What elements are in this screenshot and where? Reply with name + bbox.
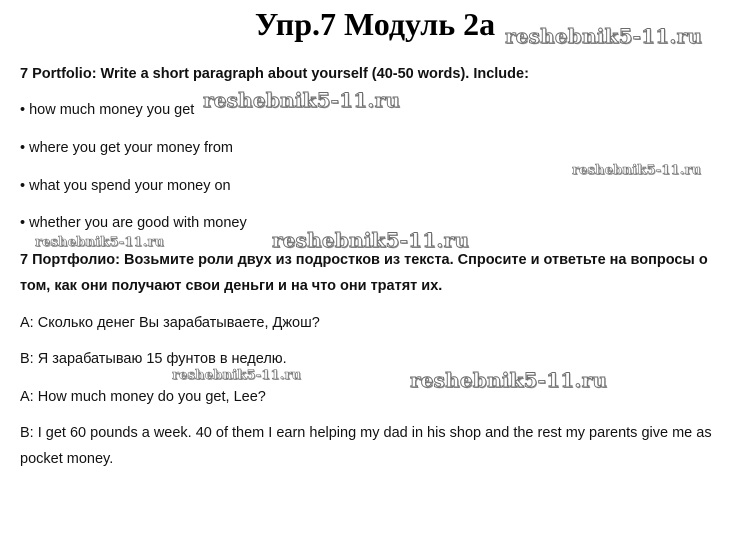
dialogue-line: A: Сколько денег Вы зарабатываете, Джош? [20,315,320,331]
task-heading-en: 7 Portfolio: Write a short paragraph about yourself (40-50 words). Include: [20,66,529,82]
bullet-item: • where you get your money from [20,140,234,156]
bullet-item: • how much money you get [20,102,195,118]
bullet-item: • whether you are good with money [20,215,247,231]
watermark: reshebnik5-11.ru [203,88,401,112]
dialogue-line: B: Я зарабатываю 15 фунтов в неделю. [20,351,287,367]
page-title: Упр.7 Модуль 2а [254,6,496,42]
bullet-item: • what you spend your money on [20,178,231,194]
watermark: reshebnik5-11.ru [505,24,703,48]
watermark: reshebnik5-11.ru [35,235,165,250]
watermark: reshebnik5-11.ru [410,368,608,392]
watermark: reshebnik5-11.ru [172,368,302,383]
dialogue-line: A: How much money do you get, Lee? [20,389,266,405]
watermark: reshebnik5-11.ru [272,228,470,252]
dialogue-answer: B: I get 60 pounds a week. 40 of them I earn helping my dad in his shop and the rest my parents give me as pocket money. [20,425,712,467]
watermark: reshebnik5-11.ru [572,163,702,178]
task-heading-ru: 7 Портфолио: Возьмите роли двух из подростков из текста. Спросите и ответьте на вопросы о том, как они получают свои деньги и на что они тратят их. [20,252,708,294]
